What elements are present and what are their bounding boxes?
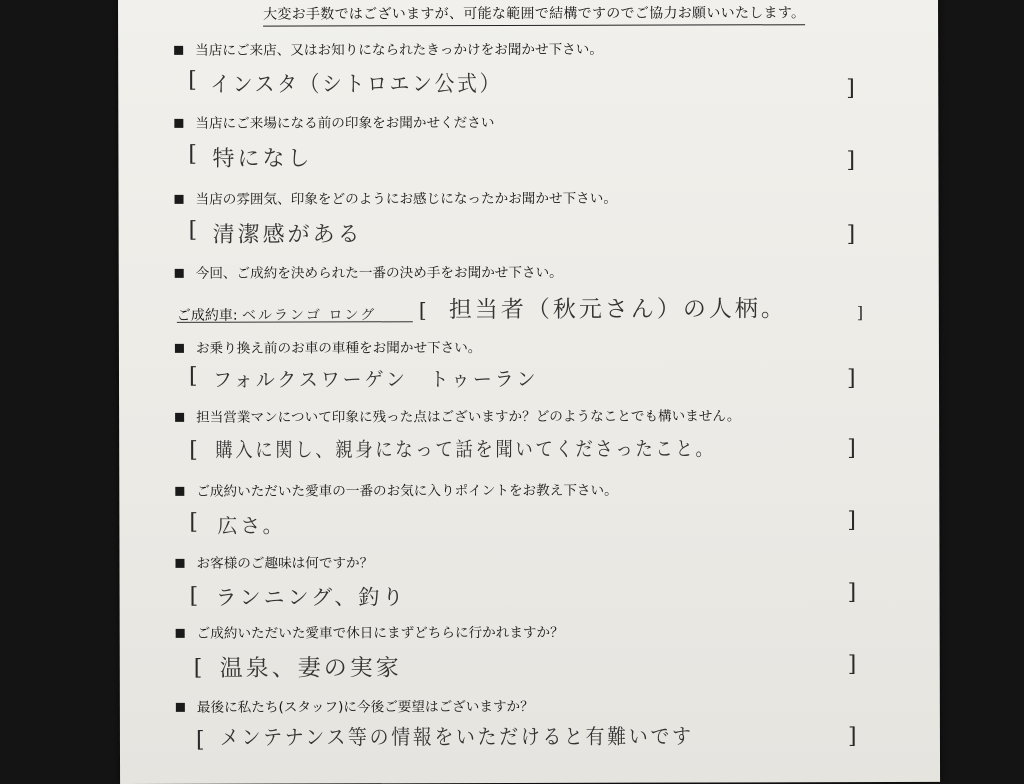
bullet-icon [176,703,185,712]
question-10 [176,695,534,716]
bullet-icon [176,629,185,638]
bracket-open: [ [418,298,427,323]
car-label: ご成約車: [176,307,238,324]
bracket-close: ] [847,580,857,606]
question-3 [175,187,617,208]
bracket-open: [ [188,363,198,389]
bullet-icon [175,413,184,422]
bracket-close: ] [847,436,856,462]
question-text: ご成約いただいた愛車の一番のお気に入りポイントをお教え下さい。 [196,482,618,500]
bracket-close: ] [847,652,857,678]
bracket-open: [ [193,655,203,681]
bullet-icon [175,195,184,204]
answer-4: 担当者（秋元さん）の人柄。 [448,296,787,324]
answer-9: 温泉、妻の実家 [219,655,402,682]
question-4 [175,261,563,282]
bracket-open: [ [188,67,197,93]
bracket-close: ] [846,366,856,392]
answer-5: フォルクスワーゲン トゥーラン [212,366,539,392]
bracket-close: ] [847,508,857,534]
question-text: お乗り換え前のお車の車種をお聞かせ下さい。 [195,340,482,357]
question-text: お客様のご趣味は何ですか？ [196,555,374,572]
answer-7: 広さ。 [217,513,286,538]
bracket-open: [ [189,583,199,609]
bullet-icon [174,119,183,128]
question-text: 当店の雰囲気、印象をどのようにお感じになったかお聞かせ下さい。 [195,190,617,208]
answer-10: メンテナンス等の情報をいただけると有難いです [219,724,694,750]
bracket-close: ] [846,222,856,248]
answer-2: 特になし [212,146,313,172]
bracket-open: [ [195,727,205,753]
bullet-icon [175,487,184,496]
bracket-open: [ [188,217,198,243]
bracket-open: [ [189,437,198,463]
answer-8: ランニング、釣り [215,585,407,610]
question-text: 最後に私たち(スタッフ)に今後ご要望はございますか？ [196,698,534,716]
bullet-icon [175,344,184,353]
bracket-close: ] [846,148,856,174]
question-1 [174,38,603,59]
question-8 [175,551,373,572]
questionnaire-sheet [118,0,940,784]
question-text: 当店にご来場になる前の印象をお聞かせください [195,115,495,132]
bracket-close: ] [846,76,855,102]
question-6 [175,404,740,425]
bracket-open: [ [189,509,199,535]
question-text: 今回、ご成約を決められた一番の決め手をお聞かせ下さい。 [195,264,563,282]
bullet-icon [175,269,184,278]
question-7 [175,479,617,500]
answer-1: インスタ（シトロエン公式） [210,71,503,98]
question-9 [176,621,564,642]
header-text: 大変お手数ではございますが、可能な範囲で結構ですのでご協力お願いいたします。 [263,2,805,26]
answer-3: 清潔感がある [212,222,363,248]
bullet-icon [174,46,183,55]
bracket-close: ] [847,724,857,750]
bracket-close: ] [856,303,864,323]
bullet-icon [175,559,184,568]
bracket-open: [ [188,141,198,167]
header [263,2,805,26]
answer-6: 購入に関し、親身になって話を聞いてくださったこと。 [215,436,716,462]
car-value: ベルランゴ ロング [241,307,377,324]
question-5 [175,336,482,357]
question-text: ご成約いただいた愛車で休日にまずどちらに行かれますか？ [196,624,564,642]
question-text: 当店にご来店、又はお知りになられたきっかけをお聞かせ下さい。 [195,41,603,59]
question-2 [174,111,494,132]
question-text: 担当営業マンについて印象に残った点はございますか？どのようなことでも構いません。 [196,408,741,426]
